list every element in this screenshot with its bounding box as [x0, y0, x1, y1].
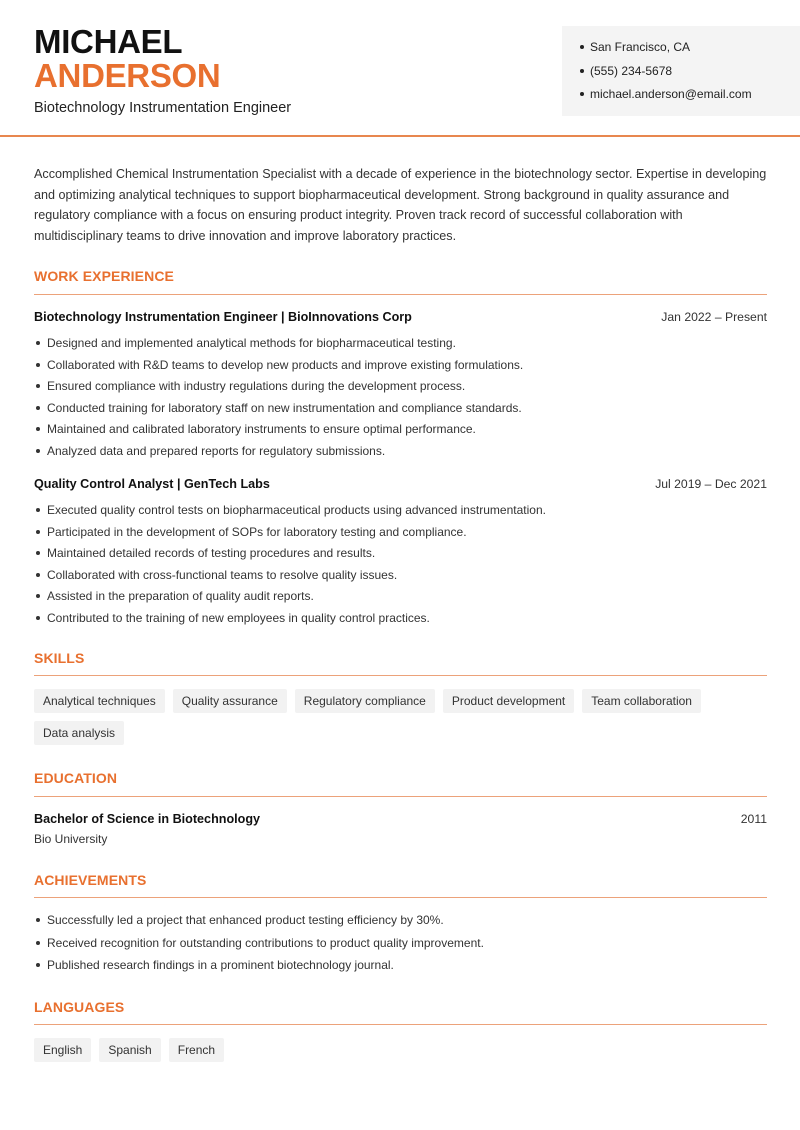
- school-name: Bio University: [34, 832, 108, 846]
- list-item: Collaborated with R&D teams to develop new products and improve existing formulations.: [34, 358, 767, 380]
- job-header: [34, 310, 767, 324]
- language-tag: English: [34, 1038, 91, 1062]
- candidate-name: [34, 25, 220, 92]
- job-title: Biotechnology Instrumentation Engineer: [34, 100, 292, 116]
- job-header: [34, 477, 767, 491]
- contact-email[interactable]: michael.anderson@email.com: [580, 87, 800, 111]
- skill-tag: Quality assurance: [173, 689, 287, 713]
- list-item: Ensured compliance with industry regulations during the development process.: [34, 379, 767, 401]
- list-item: Contributed to the training of new employees in quality control practices.: [34, 611, 767, 633]
- skill-tag: Team collaboration: [582, 689, 701, 713]
- section-divider: [34, 897, 767, 898]
- graduation-year: 2011: [740, 812, 767, 826]
- job-bullets: [34, 336, 767, 465]
- skill-tag: Data analysis: [34, 721, 124, 745]
- contact-location: San Francisco, CA: [580, 40, 800, 64]
- section-title-skills: SKILLS: [34, 650, 85, 666]
- list-item: Successfully led a project that enhanced product testing efficiency by 30%.: [34, 913, 767, 936]
- section-title-achievements: ACHIEVEMENTS: [34, 872, 147, 888]
- section-title-work-experience: WORK EXPERIENCE: [34, 268, 174, 284]
- list-item: Maintained detailed records of testing procedures and results.: [34, 546, 767, 568]
- section-divider: [34, 294, 767, 295]
- section-divider: [34, 675, 767, 676]
- job-bullets: [34, 503, 767, 632]
- list-item: Analyzed data and prepared reports for regulatory submissions.: [34, 444, 767, 466]
- resume-header: [0, 0, 800, 137]
- section-title-education: EDUCATION: [34, 770, 118, 786]
- job-dates: Jan 2022 – Present: [661, 310, 767, 324]
- list-item: Received recognition for outstanding contributions to product quality improvement.: [34, 936, 767, 959]
- list-item: Designed and implemented analytical methods for biopharmaceutical testing.: [34, 336, 767, 358]
- list-item: Executed quality control tests on biopharmaceutical products using advanced instrumentation.: [34, 503, 767, 525]
- list-item: Collaborated with cross-functional teams to resolve quality issues.: [34, 568, 767, 590]
- list-item: Published research findings in a prominent biotechnology journal.: [34, 958, 767, 981]
- contact-phone: (555) 234-5678: [580, 64, 800, 88]
- job-title-company: Quality Control Analyst | GenTech Labs: [34, 477, 270, 491]
- skill-tag: Analytical techniques: [34, 689, 165, 713]
- language-tag: Spanish: [99, 1038, 160, 1062]
- skills-list: [34, 689, 774, 745]
- achievements-list: [34, 913, 767, 981]
- contact-box: [562, 26, 800, 116]
- job-dates: Jul 2019 – Dec 2021: [655, 477, 767, 491]
- degree: Bachelor of Science in Biotechnology: [34, 812, 261, 826]
- skill-tag: Product development: [443, 689, 574, 713]
- section-divider: [34, 796, 767, 797]
- list-item: Assisted in the preparation of quality audit reports.: [34, 589, 767, 611]
- section-divider: [34, 1024, 767, 1025]
- education-header: [34, 812, 767, 826]
- last-name: ANDERSON: [34, 57, 221, 94]
- professional-summary: Accomplished Chemical Instrumentation Specialist with a decade of experience in the biotechnology sector. Expertise in developing and optimizing analytical techniques to support biopharmaceutical development. Strong background in quality assurance and regulatory compliance with a focus on ensuring product integrity. Proven track record of successful collaboration with multidisciplinary teams to drive innovation and improve laboratory practices.: [34, 167, 767, 243]
- language-tag: French: [169, 1038, 224, 1062]
- list-item: Participated in the development of SOPs for laboratory testing and compliance.: [34, 525, 767, 547]
- first-name: MICHAEL: [34, 23, 183, 60]
- section-title-languages: LANGUAGES: [34, 999, 125, 1015]
- list-item: Conducted training for laboratory staff on new instrumentation and compliance standards.: [34, 401, 767, 423]
- languages-list: [34, 1038, 774, 1062]
- list-item: Maintained and calibrated laboratory instruments to ensure optimal performance.: [34, 422, 767, 444]
- job-title-company: Biotechnology Instrumentation Engineer | BioInnovations Corp: [34, 310, 412, 324]
- skill-tag: Regulatory compliance: [295, 689, 435, 713]
